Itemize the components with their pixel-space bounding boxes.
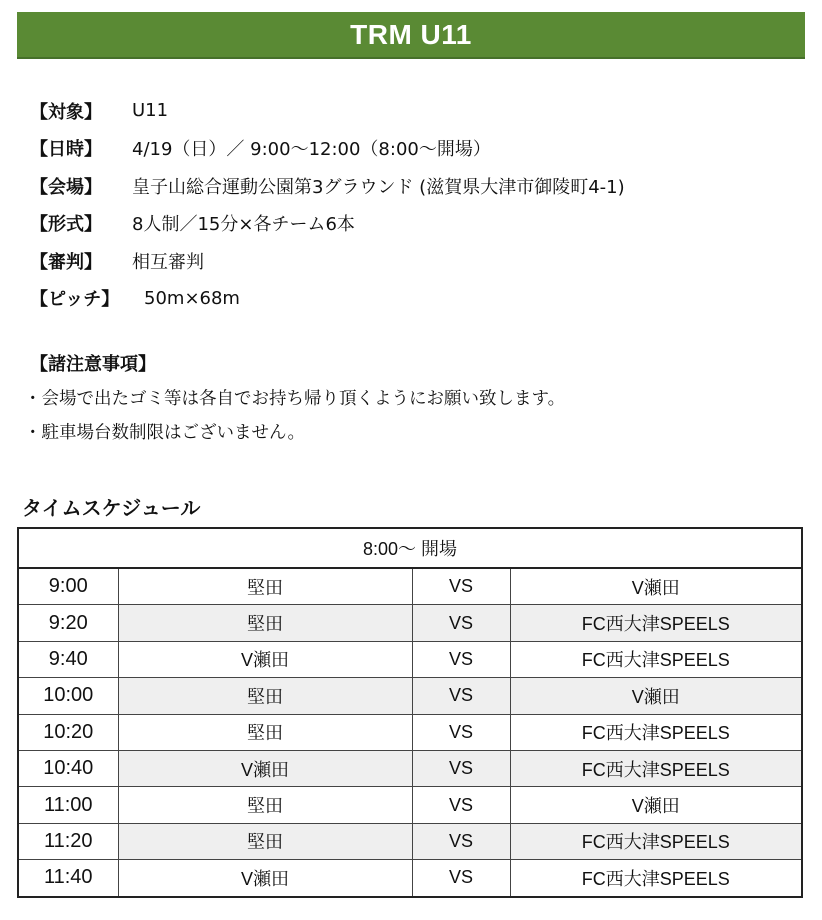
vs-cell: VS bbox=[412, 714, 510, 750]
away-team-cell: V瀬田 bbox=[510, 568, 801, 605]
vs-cell: VS bbox=[412, 860, 510, 896]
table-row bbox=[19, 823, 801, 859]
table-row bbox=[19, 860, 801, 896]
home-team-cell: 堅田 bbox=[118, 714, 412, 750]
match-time-cell: 9:40 bbox=[19, 641, 118, 677]
info-key: 【会場】 bbox=[30, 176, 102, 198]
table-row bbox=[19, 678, 801, 714]
home-team-cell: 堅田 bbox=[118, 568, 412, 605]
table-row bbox=[19, 568, 801, 605]
info-row-pitch bbox=[30, 280, 800, 318]
info-row-referee bbox=[30, 242, 800, 280]
info-value: 8人制／15分×各チーム6本 bbox=[132, 214, 355, 236]
info-value: 50m×68m bbox=[144, 287, 240, 309]
away-team-cell: V瀬田 bbox=[510, 787, 801, 823]
match-time-cell: 11:40 bbox=[19, 860, 118, 896]
info-key: 【審判】 bbox=[30, 251, 102, 273]
away-team-cell: FC西大津SPEELS bbox=[510, 860, 801, 896]
vs-cell: VS bbox=[412, 823, 510, 859]
info-row-datetime bbox=[30, 130, 800, 168]
home-team-cell: 堅田 bbox=[118, 823, 412, 859]
vs-cell: VS bbox=[412, 678, 510, 714]
vs-cell: VS bbox=[412, 641, 510, 677]
notes-section bbox=[24, 348, 810, 450]
away-team-cell: V瀬田 bbox=[510, 678, 801, 714]
schedule-heading: タイムスケジュール bbox=[22, 496, 201, 520]
event-info bbox=[30, 92, 800, 317]
info-row-target bbox=[30, 92, 800, 130]
info-row-venue bbox=[30, 167, 800, 205]
info-value: 皇子山総合運動公園第3グラウンド (滋賀県大津市御陵町4-1) bbox=[132, 176, 625, 198]
away-team-cell: FC西大津SPEELS bbox=[510, 823, 801, 859]
match-time-cell: 11:20 bbox=[19, 823, 118, 859]
title-banner bbox=[17, 12, 805, 59]
away-team-cell: FC西大津SPEELS bbox=[510, 605, 801, 641]
home-team-cell: 堅田 bbox=[118, 605, 412, 641]
match-time-cell: 10:40 bbox=[19, 750, 118, 786]
opening-cell: 8:00～ 開場 bbox=[19, 529, 801, 568]
page-title: TRM U11 bbox=[350, 18, 472, 50]
home-team-cell: 堅田 bbox=[118, 678, 412, 714]
notes-heading: 【諸注意事項】 bbox=[30, 354, 156, 375]
info-key: 【形式】 bbox=[30, 214, 102, 236]
note-item: ・駐車場台数制限はございません。 bbox=[24, 423, 306, 443]
info-key: 【ピッチ】 bbox=[30, 289, 120, 311]
vs-cell: VS bbox=[412, 787, 510, 823]
schedule-table bbox=[17, 527, 803, 898]
opening-row bbox=[19, 529, 801, 568]
match-time-cell: 11:00 bbox=[19, 787, 118, 823]
home-team-cell: 堅田 bbox=[118, 787, 412, 823]
home-team-cell: V瀬田 bbox=[118, 750, 412, 786]
table-row bbox=[19, 750, 801, 786]
away-team-cell: FC西大津SPEELS bbox=[510, 750, 801, 786]
away-team-cell: FC西大津SPEELS bbox=[510, 714, 801, 750]
info-key: 【日時】 bbox=[30, 139, 102, 161]
table-row bbox=[19, 714, 801, 750]
vs-cell: VS bbox=[412, 568, 510, 605]
home-team-cell: V瀬田 bbox=[118, 860, 412, 896]
info-key: 【対象】 bbox=[30, 101, 102, 123]
away-team-cell: FC西大津SPEELS bbox=[510, 641, 801, 677]
info-value: U11 bbox=[132, 100, 169, 122]
vs-cell: VS bbox=[412, 750, 510, 786]
match-time-cell: 10:00 bbox=[19, 678, 118, 714]
table-row bbox=[19, 605, 801, 641]
match-time-cell: 9:00 bbox=[19, 568, 118, 605]
home-team-cell: V瀬田 bbox=[118, 641, 412, 677]
info-row-format bbox=[30, 205, 800, 243]
info-value: 4/19（日）／ 9:00～12:00（8:00～開場） bbox=[132, 139, 491, 161]
info-value: 相互審判 bbox=[132, 251, 204, 273]
table-row bbox=[19, 641, 801, 677]
table-row bbox=[19, 787, 801, 823]
vs-cell: VS bbox=[412, 605, 510, 641]
match-time-cell: 10:20 bbox=[19, 714, 118, 750]
note-item: ・会場で出たゴミ等は各自でお持ち帰り頂くようにお願い致します。 bbox=[24, 389, 566, 409]
match-time-cell: 9:20 bbox=[19, 605, 118, 641]
